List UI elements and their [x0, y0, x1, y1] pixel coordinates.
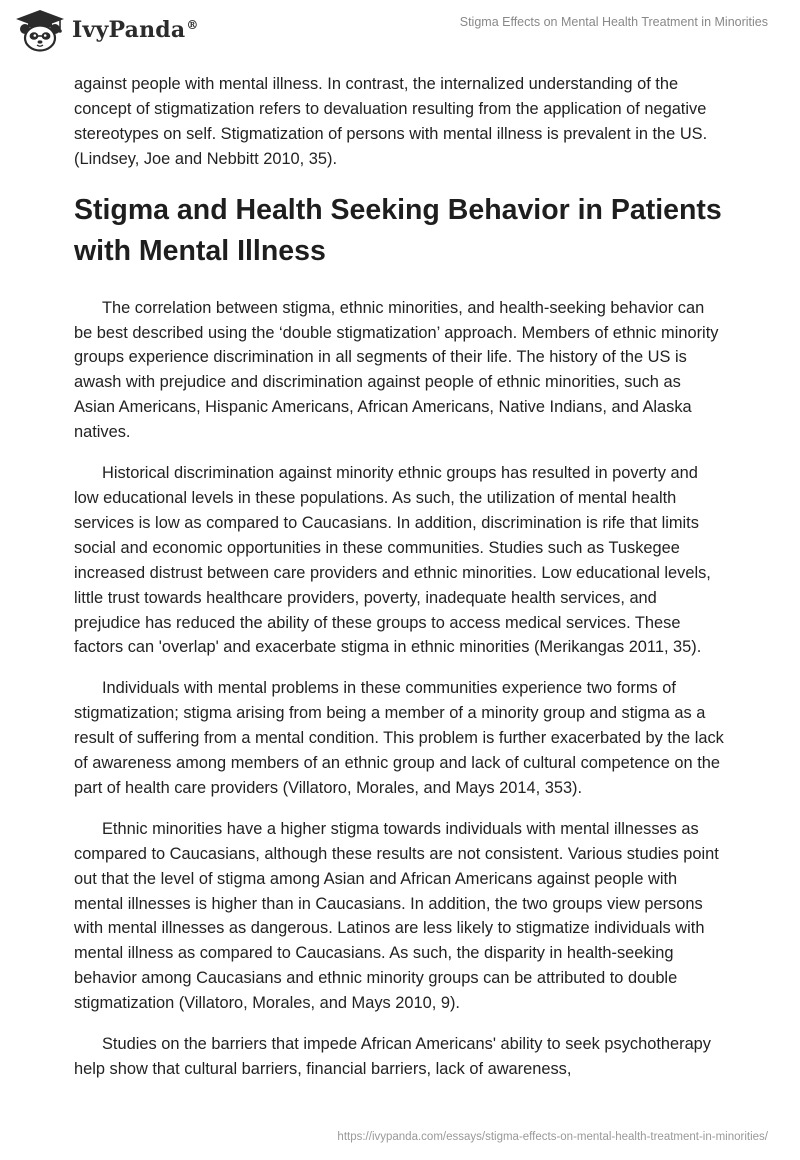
essay-content	[74, 72, 724, 1098]
section-heading: Stigma and Health Seeking Behavior in Patients with Mental Illness	[74, 193, 722, 267]
body-paragraph-4: Ethnic minorities have a higher stigma towards individuals with mental illnesses as compared to Caucasians, although these results are not consistent. Various studies point out that the level of stigma among Asian and African Americans against people with mental illnesses is higher than in Caucasians. In addition, the two groups view persons with mental illnesses as dangerous. Latinos are less likely to stigmatize individuals with mental illness as compared to Caucasians. As such, the disparity in health-seeking behavior among Caucasians and ethnic minority groups can be attributed to double stigmatization (Villatoro, Morales, and Mays 2010, 9).	[74, 819, 719, 1013]
body-paragraph-1: The correlation between stigma, ethnic minorities, and health-seeking behavior can be best described using the ‘double stigmatization’ approach. Members of ethnic minority groups experience discrimination in all segments of their life. The history of the US is awash with prejudice and discrimination against people of ethnic minorities, such as Asian Americans, Hispanic Americans, African Americans, Native Indians, and Alaska natives.	[74, 298, 719, 442]
brand-name	[72, 17, 199, 43]
body-paragraph-3: Individuals with mental problems in these communities experience two forms of stigmatization; stigma arising from being a member of a minority group and stigma as a result of suffering from a mental condition. This problem is further exacerbated by the lack of awareness among members of an ethnic group and lack of cultural competence on the part of health care providers (Villatoro, Morales, and Mays 2014, 353).	[74, 679, 724, 797]
intro-paragraph: against people with mental illness. In contrast, the internalized understanding of the concept of stigmatization refers to devaluation resulting from the application of negative stereotypes on self. Stigmatization of persons with mental illness is prevalent in the US. (Lindsey, Joe and Nebbitt 2010, 35).	[74, 75, 708, 168]
body-paragraph-5: Studies on the barriers that impede African Americans' ability to seek psychotherapy help show that cultural barriers, financial barriers, lack of awareness,	[74, 1035, 711, 1078]
source-url-link[interactable]: https://ivypanda.com/essays/stigma-effects-on-mental-health-treatment-in-minorities/	[337, 1131, 768, 1143]
panda-graduate-icon	[14, 8, 66, 52]
brand-name-text: IvyPanda	[72, 17, 186, 43]
body-paragraph-2: Historical discrimination against minority ethnic groups has resulted in poverty and low educational levels in these populations. As such, the utilization of mental health services is low as compared to Caucasians. In addition, discrimination is rife that limits social and economic opportunities in these communities. Studies such as Tuskegee increased distrust between care providers and ethnic minorities. Low educational levels, little trust towards healthcare providers, poverty, inadequate health services, and prejudice has reduced the ability of these groups to access medical services. These factors can 'overlap' and exacerbate stigma in ethnic minorities (Merikangas 2011, 35).	[74, 464, 711, 657]
ivypanda-logo[interactable]	[14, 8, 199, 52]
registered-mark: ®	[186, 17, 199, 32]
document-title: Stigma Effects on Mental Health Treatment in Minorities	[459, 15, 768, 29]
page-header	[0, 0, 800, 70]
